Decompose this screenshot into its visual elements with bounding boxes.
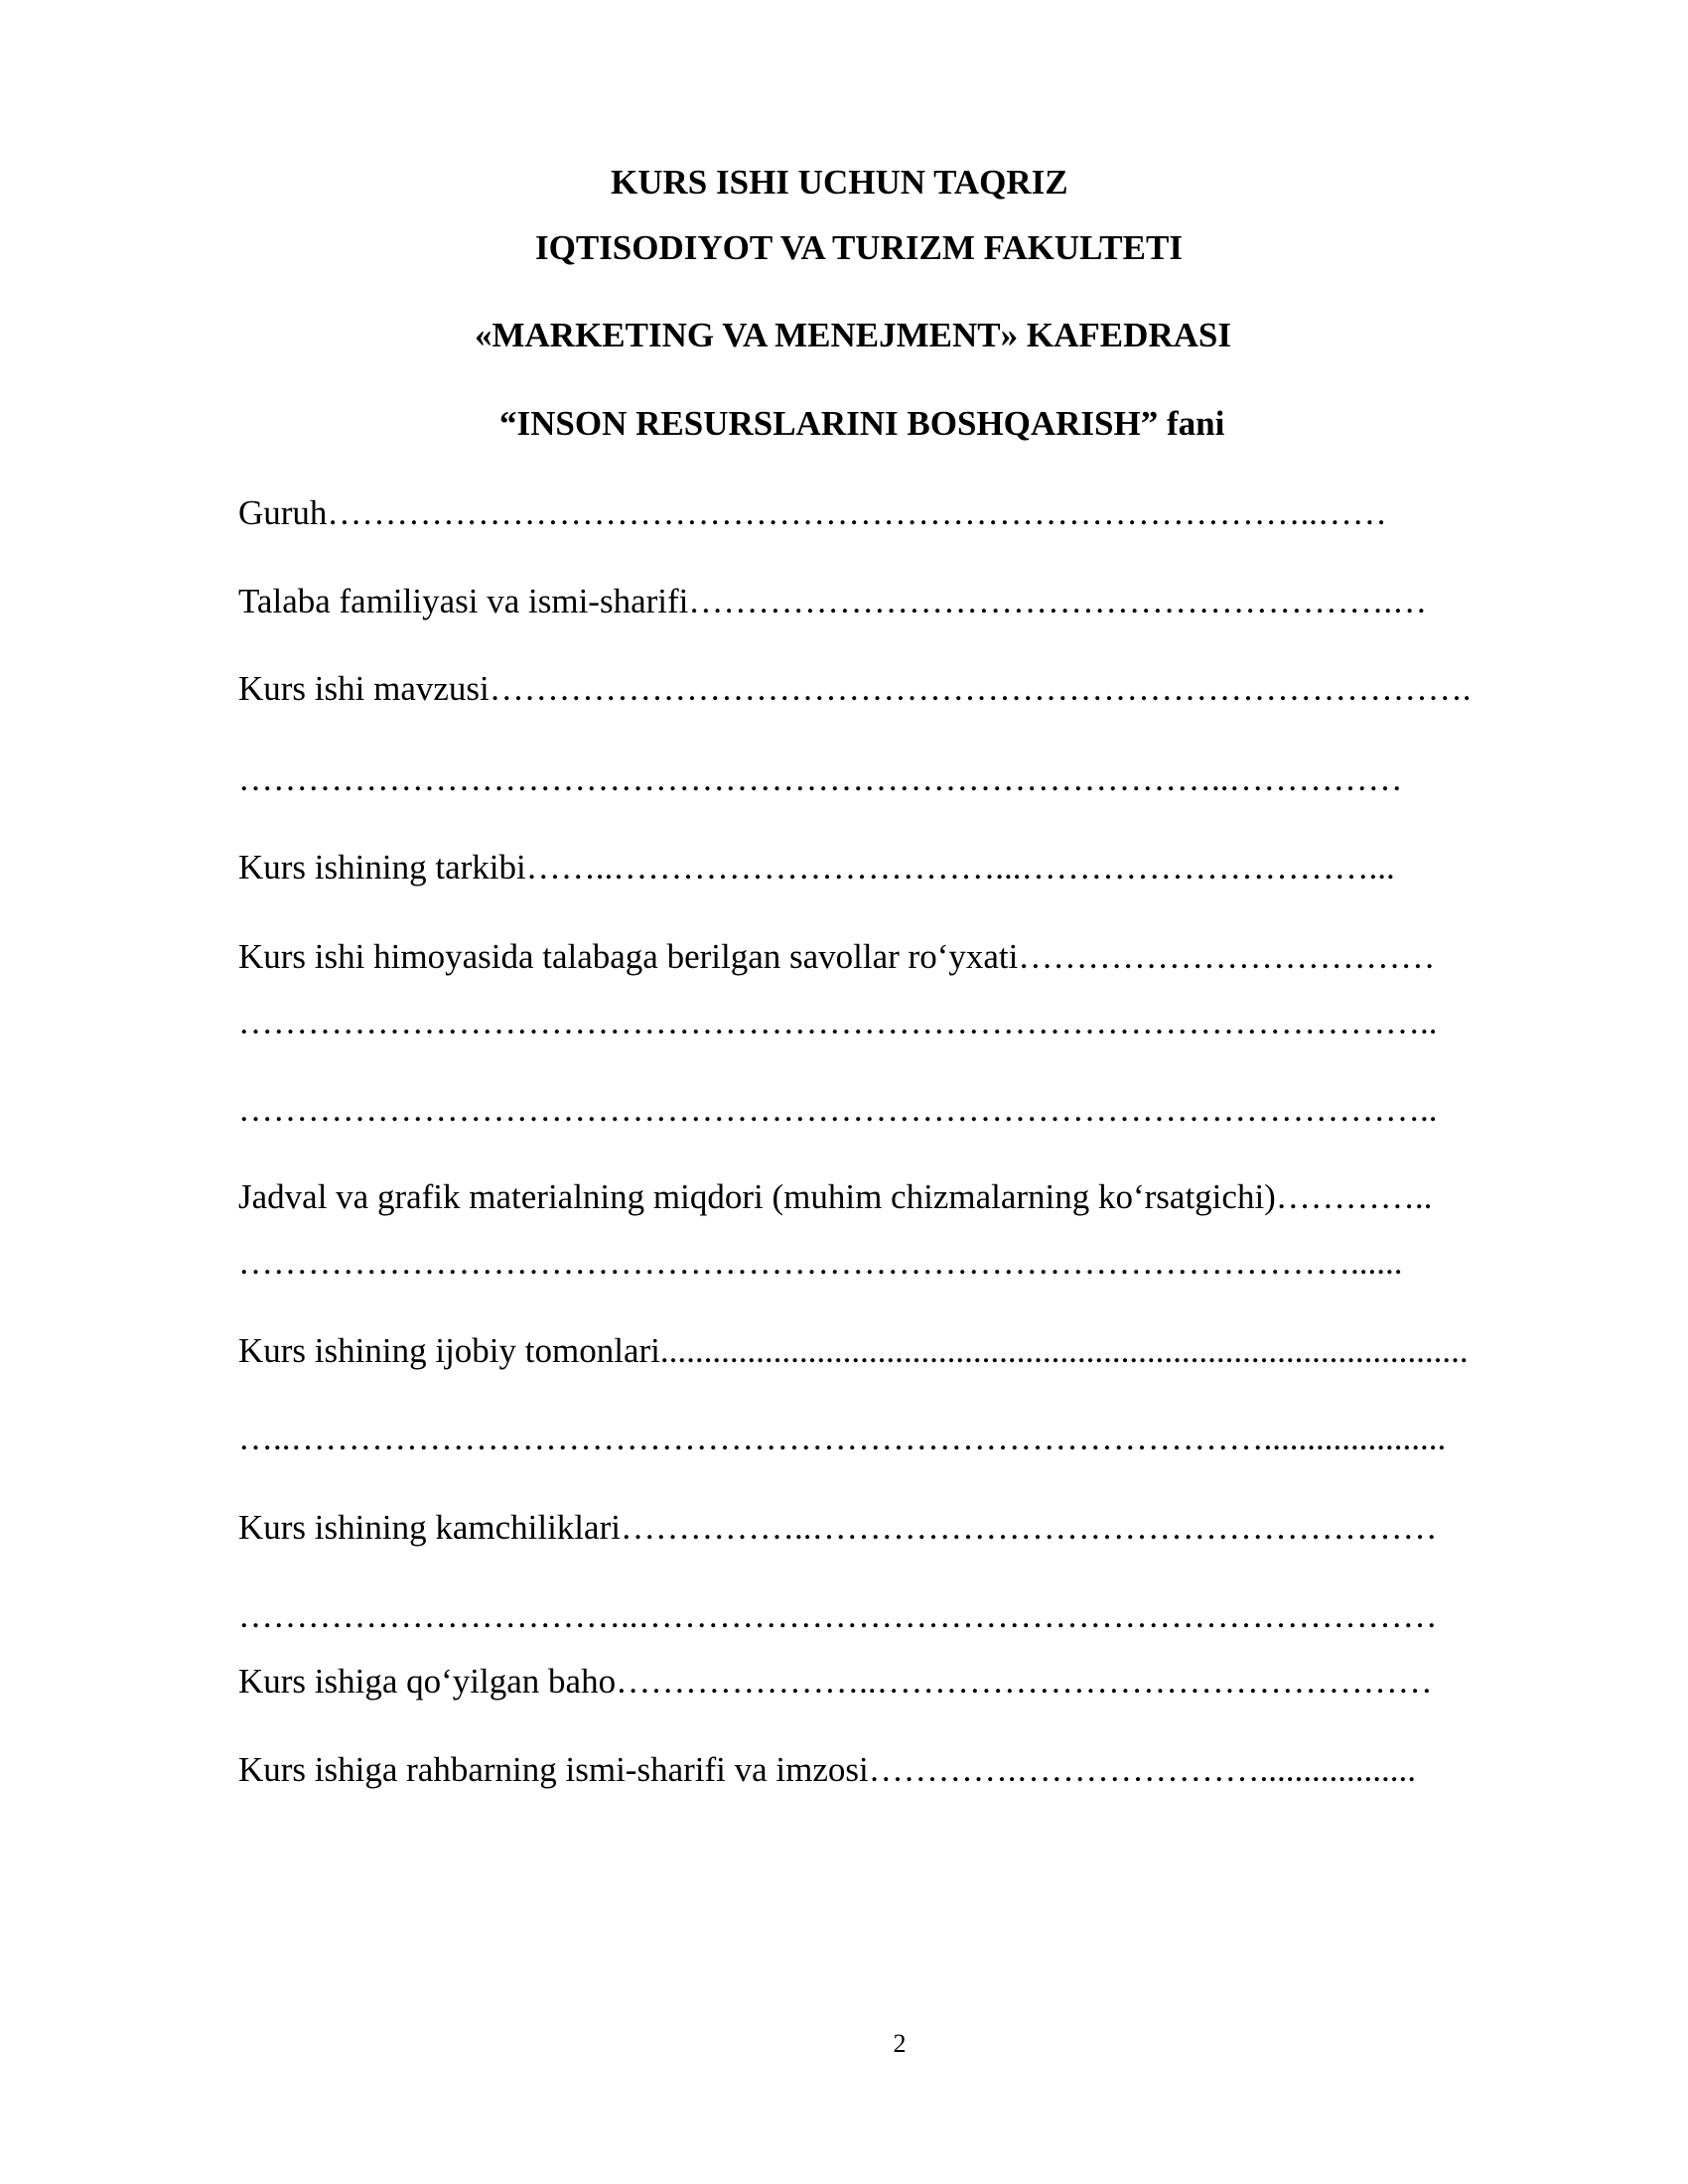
tables-graphics-field: Jadval va grafik materialning miqdori (muhim chizmalarning ko‘rsatgichi)………….. [238,1177,1433,1216]
faculty-heading: IQTISODIYOT VA TURIZM FAKULTETI [535,228,1183,267]
department-heading: «MARKETING VA MENEJMENT» KAFEDRASI [475,316,1231,354]
topic-field: Kurs ishi mavzusi…………………………………………………………………………. [238,669,1472,708]
defense-questions-field: Kurs ishi himoyasida talabaga berilgan savollar ro‘yxati……………………………… [238,937,1436,976]
positive-aspects-field: Kurs ishining ijobiy tomonlari............................................................................................. [238,1331,1469,1370]
defense-questions-line-3: ………………………………………………………………………………………….. [238,1090,1438,1129]
subject-heading: “INSON RESURSLARINI BOSHQARISH” fani [499,404,1225,443]
tables-graphics-line-2: ……………………………………………………………………………………...... [238,1243,1403,1282]
group-field: Guruh…………………………………………………………………………..…… [238,493,1387,532]
shortcomings-line-2: ……………………………..…………………………………………………………… [238,1596,1438,1635]
document-title: KURS ISHI UCHUN TAQRIZ [611,163,1068,202]
shortcomings-field: Kurs ishining kamchiliklari……………..……………………………………………… [238,1508,1438,1547]
page-number: 2 [893,2029,907,2058]
supervisor-signature-field: Kurs ishiga rahbarning ismi-sharifi va imzosi………….………………….................. [238,1750,1416,1789]
topic-field-continuation: …………………………………………………………………………..…………… [238,759,1403,798]
structure-field: Kurs ishining tarkibi……..……………………………...…………………………... [238,848,1395,887]
grade-field: Kurs ishiga qo‘yilgan baho…………………..………………………………………… [238,1662,1433,1701]
student-name-field: Talaba familiyasi va ismi-sharifi…………………………………………………….… [238,582,1428,620]
defense-questions-line-2: ………………………………………………………………………………………….. [238,1003,1438,1041]
positive-aspects-line-2: …..…………………………………………………………………………..................... [238,1419,1447,1457]
